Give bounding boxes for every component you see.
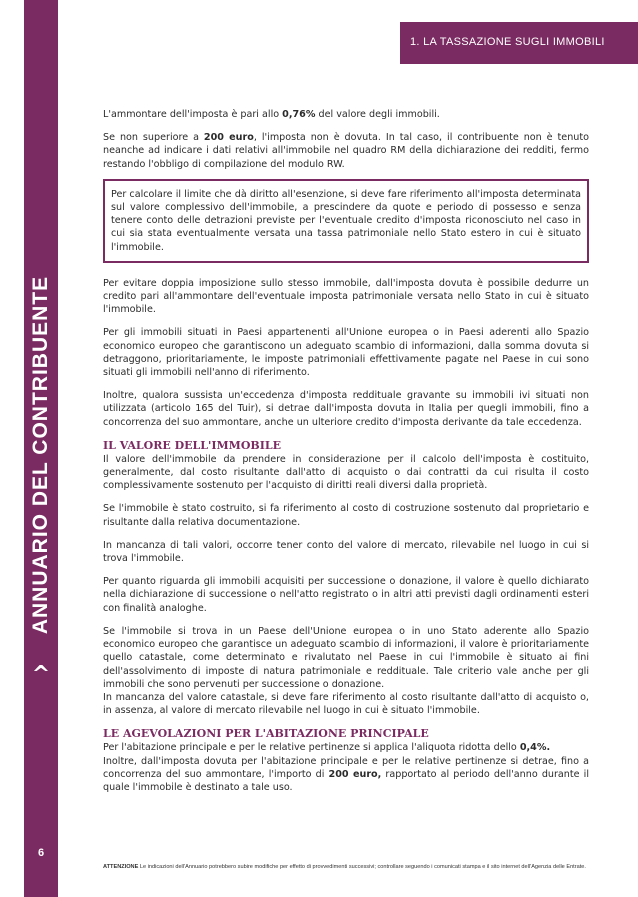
paragraph-threshold [103,131,589,171]
text: del valore degli immobili. [315,109,440,120]
paragraph-eu-countries: Per gli immobili situati in Paesi appartenenti all'Unione europea o in Paesi aderenti allo Spazio economico europeo che garantiscono un adeguato scambio di informazioni, dalla somma dovuta si detraggono, prioritariamente, le imposte patrimoniali effettivamente pagate nel Paese in cui sono situati gli immobili nell'anno di riferimento. [103,327,589,379]
paragraph-reduced-rate [103,741,589,754]
paragraph-double-taxation: Per evitare doppia imposizione sullo stesso immobile, dall'imposta dovuta è possibile dedurre un credito pari all'ammontare dell'eventuale imposta patrimoniale versata nello Stato in cui è situato l'immobile. [103,277,589,316]
reduced-rate-value: 0,4%. [519,742,551,754]
paragraph-market-value: In mancanza di tali valori, occorre tener conto del valore di mercato, rilevabile nel luogo in cui si trova l'immobile. [103,539,589,565]
text: Se non superiore a [103,132,204,144]
section-heading-value: IL VALORE DELL'IMMOBILE [103,438,281,452]
rate-value: 0,76% [282,109,316,120]
sidebar-title [24,260,58,650]
page-number: 6 [37,847,45,859]
footer-text: Le indicazioni dell'Annuario potrebbero subire modifiche per effetto di provvedimenti successivi; controllare seguendo i comunicati stampa e il sito internet dell'Agenzia delle Entrate. [138,864,586,870]
footer-label: ATTENZIONE [103,864,139,870]
section-heading-main-residence: LE AGEVOLAZIONI PER L'ABITAZIONE PRINCIPALE [103,727,429,741]
text: , l'imposta non è dovuta. In tal caso, il contribuente non è tenuto neanche ad indicare i dati relativi all'immobile nel quadro RM della dichiarazione dei redditi, fermo restando l'obbligo di compilazione del modulo RW. [103,132,589,170]
paragraph-cadastral: Se l'immobile si trova in un Paese dell'Unione europea o in uno Stato aderente allo Spazio economico europeo che garantisce un adeguato scambio di informazioni, il valore è prioritariamente quello catastale, come determinato e rivalutato nel Paese in cui l'immobile è situato ai fini dell'assolvimento di imposte di natura patrimoniale e reddituale. Tale criterio vale anche per gli immobili che sono pervenuti per successione o donazione. [103,625,589,690]
caret-logo-icon: ^ [31,662,51,687]
callout-box [103,179,589,263]
paragraph-value-cost: Il valore dell'immobile da prendere in considerazione per il calcolo dell'imposta è costituito, generalmente, dal costo risultante dall'atto di acquisto o dai contratti da cui risulta il costo complessivamente sostenuto per l'acquisto di diritti reali diversi dalla proprietà. [103,453,589,492]
text: Per l'abitazione principale e per le relative pertinenze si applica l'aliquota ridotta dello [103,742,520,754]
threshold-value: 200 euro [203,132,254,144]
paragraph-construction: Se l'immobile è stato costruito, si fa riferimento al costo di costruzione sostenuto dal proprietario e risultante dalla relativa documentazione. [103,503,589,528]
paragraph-succession: Per quanto riguarda gli immobili acquisiti per successione o donazione, il valore è quello dichiarato nella dichiarazione di successione o nell'atto registrato o in altri atti previsti dagli ordinamenti esteri con finalità analoghe. [103,576,589,614]
chapter-title: 1. LA TASSAZIONE SUGLI IMMOBILI [410,36,605,48]
callout-text: Per calcolare il limite che dà diritto all'esenzione, si deve fare riferimento all'imposta determinata sul valore complessivo dell'immobile, a prescindere da quote e periodo di possesso e senza tenere conto delle detrazioni previste per l'eventuale credito d'imposta riconosciuto nel caso in cui sia stata eventualmente versata una tassa patrimoniale nello Stato estero in cui è situato l'immobile. [111,188,581,253]
text: Inoltre, dall'imposta dovuta per l'abitazione principale e per le relative pertinenze si detrae, fino a concorrenza del suo ammontare, l'importo di [103,755,589,780]
text: L'ammontare dell'imposta è pari allo [103,109,283,120]
paragraph-no-cadastral: In mancanza del valore catastale, si deve fare riferimento al costo risultante dall'atto di acquisto o, in assenza, al valore di mercato rilevabile nel luogo in cui è situato l'immobile. [103,691,589,717]
text: rapportato al periodo dell'anno durante il quale l'immobile è destinato a tale uso. [103,768,590,793]
paragraph-deduction [103,755,589,795]
sidebar-title-text: ANNUARIO DEL CONTRIBUENTE [29,275,52,635]
footer-note [103,864,603,870]
paragraph-rate [103,108,589,121]
main-content [103,108,589,794]
deduction-value: 200 euro, [328,768,382,780]
paragraph-excess-tax: Inoltre, qualora sussista un'eccedenza d'imposta reddituale gravante su immobili ivi situati non utilizzata (articolo 165 del Tuir), si detrae dall'imposta dovuta in Italia per quegli immobili, fino a concorrenza del suo ammontare, anche un ulteriore credito d'imposta derivante da tale eccedenza. [103,390,589,428]
